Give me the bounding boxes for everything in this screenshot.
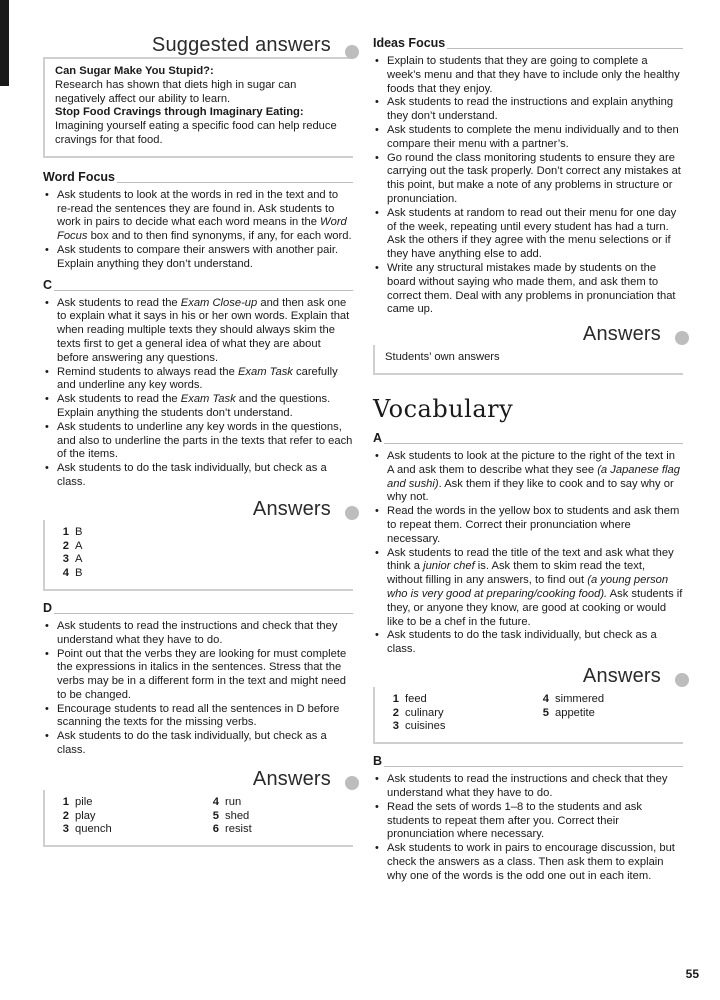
- section-heading: [43, 278, 353, 293]
- answers-box: [373, 665, 683, 744]
- suggested-item-title: Can Sugar Make You Stupid?:: [55, 65, 214, 77]
- list-item: • Explain to students that they are going to complete a week’s menu and that they have to include only the healthy foods that they enjoy.: [373, 55, 683, 96]
- answer-row: 4 B: [62, 567, 83, 580]
- answers-box: [43, 768, 353, 847]
- list-item: • Ask students to read the instructions and explain anything they don’t understand.: [373, 96, 683, 124]
- suggested-answers-title: Suggested answers: [151, 34, 331, 56]
- vocab-a-heading: A: [373, 430, 383, 445]
- list-item: • Ask students to underline any key words in the questions, and also to underline the parts in the texts that refer to each of the items.: [43, 421, 353, 462]
- page-number: 55: [685, 967, 699, 982]
- list-item: • Ask students to complete the menu individually and to then compare their menu with a partner’s.: [373, 124, 683, 152]
- page-edge-bar: [0, 0, 9, 86]
- list-item: • Point out that the verbs they are looking for must complete the expressions in italics in the sentences. Stress that the verbs may be in a different form in the text and might need to be changed.: [43, 648, 353, 703]
- box-knob-icon: [345, 45, 359, 59]
- list-item: • Ask students to read the Exam Close-up and then ask one to explain what it says in his or her own words. Explain that when reading multiple texts they should always skim the texts first to get a general idea of what they are about before answering any questions.: [43, 297, 353, 366]
- answers-box: [43, 498, 353, 591]
- list-item: • Read the sets of words 1–8 to the students and ask students to repeat them after you. Correct their pronunciation where necessary.: [373, 801, 683, 842]
- right-column: [373, 22, 683, 884]
- ideas-focus-list: [373, 55, 683, 317]
- answer-row: 3 quench: [62, 823, 112, 836]
- suggested-answers-box: [43, 34, 353, 158]
- box-knob-icon: [345, 506, 359, 520]
- vocab-b-list: [373, 773, 683, 883]
- answer-row: 3 cuisines: [392, 720, 446, 733]
- answer-row: 4 simmered: [542, 692, 605, 705]
- list-item: • Ask students to read the Exam Task and the questions. Explain anything the students don’t understand.: [43, 393, 353, 421]
- answers-title: Answers: [582, 323, 661, 346]
- answer-text: Students’ own answers: [385, 351, 500, 364]
- section-heading: [373, 754, 683, 769]
- ideas-focus-heading: Ideas Focus: [373, 36, 446, 50]
- suggested-item-text: Research has shown that diets high in sugar can negatively affect our ability to learn.: [55, 78, 297, 105]
- word-focus-heading: Word Focus: [43, 169, 115, 184]
- answers-title: Answers: [582, 664, 661, 687]
- answer-row: 4 run: [212, 795, 242, 808]
- list-item: • Ask students at random to read out their menu for one day of the week, repeating until every student has had a turn. Ask the others if they agree with the menu selections or if they have anything else to add.: [373, 207, 683, 262]
- suggested-item-text: Imagining yourself eating a specific food can help reduce cravings for that food.: [55, 120, 337, 146]
- list-item: • Encourage students to read all the sentences in D before scanning the texts for the missing verbs.: [43, 703, 353, 731]
- section-heading: [373, 431, 683, 446]
- list-item: • Ask students to look at the words in red in the text and to re-read the sentences they are found in. Ask students to work in pairs to decide what each word means in the Word Focus box and to then find synonyms, if any, for each word.: [43, 189, 353, 244]
- list-item: • Write any structural mistakes made by students on the board without saying who made them, and ask them to correct them. Deal with any problems in pronunciation that came up.: [373, 262, 683, 317]
- answer-row: 3 A: [62, 553, 83, 566]
- left-column: [43, 34, 353, 847]
- list-item: • Ask students to read the instructions and check that they understand what they have to do.: [43, 620, 353, 648]
- list-item: • Go round the class monitoring students to ensure they are carrying out the task properly. Don’t correct any mistakes at this point, but make a note of any problems in structure or pronunciation.: [373, 152, 683, 207]
- list-item: • Remind students to always read the Exam Task carefully and underline any key words.: [43, 366, 353, 394]
- section-c-heading: C: [43, 277, 53, 292]
- answer-row: 1 B: [62, 525, 83, 538]
- vocabulary-title: Vocabulary: [373, 394, 514, 423]
- list-item: • Ask students to read the instructions and check that they understand what they have to do.: [373, 773, 683, 801]
- answers-title: Answers: [252, 767, 331, 790]
- answer-row: 2 play: [62, 809, 96, 822]
- section-heading: [43, 601, 353, 616]
- list-item: • Ask students to compare their answers with another pair. Explain anything they don’t understand.: [43, 244, 353, 272]
- suggested-item-title: Stop Food Cravings through Imaginary Eating:: [55, 106, 304, 119]
- box-knob-icon: [675, 673, 689, 687]
- box-knob-icon: [345, 776, 359, 790]
- answers-title: Answers: [252, 497, 331, 520]
- list-item: • Ask students to read the title of the text and ask what they think a junior chef is. Ask them to skim read the text, without filling in any answers, to find out (a young person who is very good at preparing/cooking food). Ask students if they, or anyone they know, are good at cooking or would like to be a chef in the future.: [373, 547, 683, 630]
- answers-box: [373, 323, 683, 375]
- list-item: • Read the words in the yellow box to students and ask them to repeat them. Correct their pronunciation where necessary.: [373, 505, 683, 546]
- section-d-list: [43, 620, 353, 758]
- word-focus-list: [43, 189, 353, 272]
- answer-row: 2 A: [62, 539, 83, 552]
- section-c-list: [43, 297, 353, 490]
- answer-row: 5 shed: [212, 809, 250, 822]
- answer-row: 1 pile: [62, 795, 93, 808]
- section-heading: [373, 36, 683, 51]
- answer-row: 2 culinary: [392, 706, 444, 719]
- list-item: • Ask students to do the task individually, but check as a class.: [43, 730, 353, 758]
- answer-row: 6 resist: [212, 823, 252, 836]
- list-item: • Ask students to look at the picture to the right of the text in A and ask them to describe what they see (a Japanese flag and sushi). Ask them if they like to cook and to say why or why not.: [373, 450, 683, 505]
- answer-row: 5 appetite: [542, 706, 595, 719]
- list-item: • Ask students to work in pairs to encourage discussion, but check the answers as a class. Then ask them to explain why one of the words is the odd one out in each item.: [373, 842, 683, 883]
- section-heading: [43, 170, 353, 185]
- list-item: • Ask students to do the task individually, but check as a class.: [43, 462, 353, 490]
- vocab-b-heading: B: [373, 754, 383, 769]
- section-d-heading: D: [43, 600, 53, 615]
- answer-row: 1 feed: [392, 692, 427, 705]
- box-knob-icon: [675, 331, 689, 345]
- vocab-a-list: [373, 450, 683, 657]
- list-item: • Ask students to do the task individually, but check as a class.: [373, 629, 683, 657]
